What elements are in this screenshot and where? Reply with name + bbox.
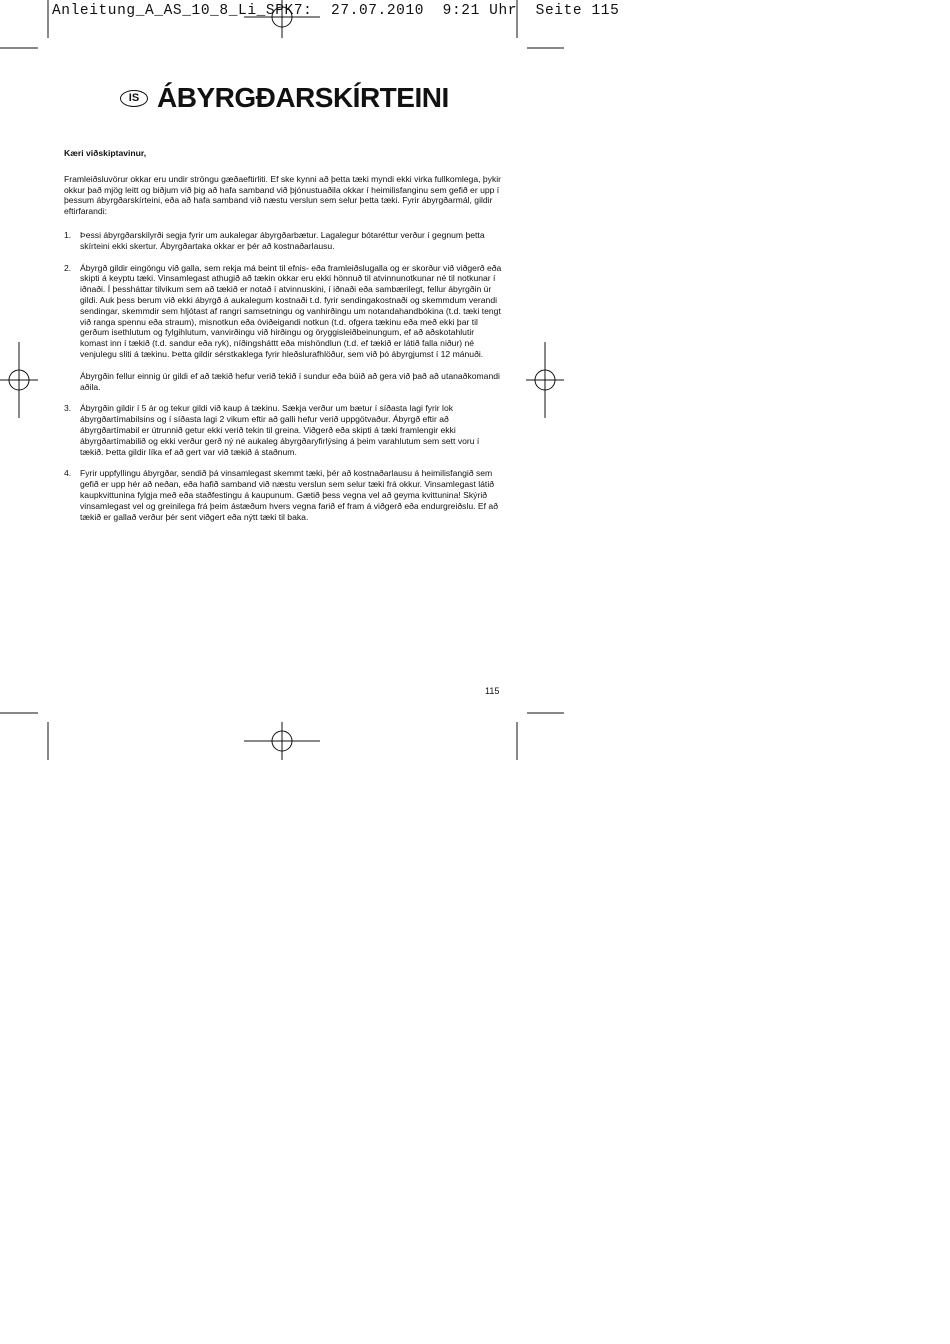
item-number: 4.	[64, 468, 72, 479]
language-badge: IS	[120, 90, 148, 107]
registration-mark-bottom	[244, 722, 320, 760]
page-title: ÁBYRGÐARSKÍRTEINI	[157, 82, 449, 113]
item-number: 3.	[64, 403, 72, 414]
item-number: 2.	[64, 262, 72, 273]
item-paragraph: Þessi ábyrgðarskilyrði segja fyrir um aukalegar ábyrgðarbætur. Lagalegur bótaréttur verður í gegnum þetta skírteini ekki skertur. Ábyrgðartaka okkar er þér að kostnaðarlausu.	[80, 229, 485, 251]
item-paragraph: Ábyrgð gildir eingöngu við galla, sem rekja má beint til efnis- eða framleiðslugalla og er skorður við viðgerð eða skipti á keyptu tæki. Vinsamlegast athugið að tækin okkar eru ekki hönnuð til atvinnunotkunar né til notkunar í iðnaði. Í þessháttar tilvikum sem að tækið er notað í atvinnuskini, í iðnaði eða sambærilegt, fellur ábyrgðin úr gildi. Auk þess berum við ekki ábyrgð á aukalegum kostnaði t.d. fyrir sendingakostnaði og skemmdum verandi sendingar, skemmdir sem hljótast af rangri samsetningu og vanhirðingu um notandahandbókina (t.d. tæki tengt við ranga spennu eða straum), misnotkun eða óviðeigandi notkun (t.d. ofgera tækinu eða með ekki þar til gerðum isethlutum og fylgihlutum, vanvirðingu við hirðingu og öryggisleiðbeinungum, ef að aðskotahlutir komast inn í tækið (t.d. sandur eða ryk), níðingsháttt eða mishöndlun (t.d. ef tækið er látið falla niður) né venjulegu sliti á tækinu. Þetta gildir sérstkaklega fyrir hleðslurafhlöður, sem við þó ábyrgjumst í 12 mánuði.	[80, 262, 502, 359]
item-number: 1.	[64, 229, 72, 240]
warranty-text	[64, 148, 504, 533]
print-header: Anleitung_A_AS_10_8_Li_SPK7: 27.07.2010 9:21 Uhr Seite 115	[52, 3, 620, 19]
registration-mark-left	[0, 342, 38, 418]
item-paragraph: Ábyrgðin gildir í 5 ár og tekur gildi við kaup á tækinu. Sækja verður um bætur í síðasta lagi fyrir lok ábyrgðartímabilsins og í síðasta lagi 2 vikum eftir að galli hefur verið uppgötvaður. Ábyrgð eftir að ábyrgðartímabil er útrunnið getur ekki verið tekin til greina. Viðgerð eða skipti á tæki framlengir ekki ábyrgðartímabilið og ekki verður gerð ný né aukaleg ábyrgðaryfirlýsing á þeim varahlutum sem sett voru í tækið. Þetta gildir líka ef að gert var við tækið á staðnum.	[80, 403, 480, 457]
page-number: 115	[485, 686, 500, 696]
item-paragraph: Fyrir uppfyllingu ábyrgðar, sendið þá vinsamlegast skemmt tæki, þér að kostnaðarlausu á heimilisfangið sem gefið er upp hér að neðan, eða hafið samband við næstu verslun sem selur tæki frá okkur. Vinsamlegast látið kaupkvittunina fylgja með eða staðfestingu á kaupunum. Gætið þess vegna vel að geyma kvittunina! Skýrið vinsamlegast vel og greinilega frá þeim ástæðum hvers vegna farið ef fram á viðgerð eða endurgreiðslu. Ef að tækið er gallað verður þér sent viðgert eða nýtt tæki til baka.	[80, 468, 498, 522]
warranty-item-2	[64, 263, 504, 393]
warranty-item-3	[64, 403, 504, 457]
warranty-item-1	[64, 230, 504, 252]
warranty-item-4	[64, 468, 504, 522]
item-paragraph: Ábyrgðin fellur einnig úr gildi ef að tækið hefur verið tekið í sundur eða búið að gera við það að utanaðkomandi aðila.	[80, 370, 500, 392]
intro-paragraph: Framleiðsluvörur okkar eru undir ströngu gæðaeftirliti. Ef ske kynni að þetta tæki myndi ekki virka fullkomlega, þykir okkur það mjög leitt og biðjum við þig að hafa samband við þjónustuaðila okkar í heimilisfanginu sem gefið er upp í þessum ábyrgðarskírteini, eða að hafa samband við næstu verslun sem selur þetta tæki. Fyrir ábyrgðarmál, gildir eftirfarandi:	[64, 173, 502, 217]
registration-mark-top	[244, 0, 320, 38]
greeting: Kæri viðskiptavinur,	[64, 148, 147, 158]
title-row	[120, 82, 449, 114]
registration-mark-right	[526, 342, 564, 418]
